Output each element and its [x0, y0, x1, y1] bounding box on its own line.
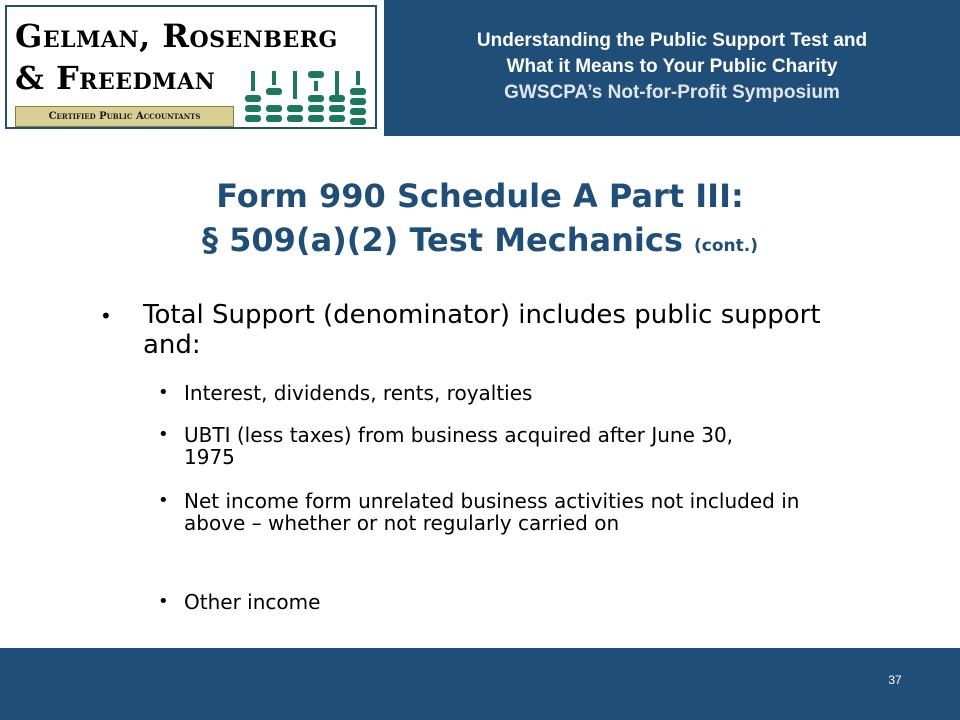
sub-bullet-text: Other income — [184, 590, 321, 614]
slide-title-line1: Form 990 Schedule A Part III: — [216, 177, 744, 215]
bullet-dot: • — [158, 424, 169, 445]
slide-title-suffix: (cont.) — [694, 236, 758, 256]
slide-title — [0, 174, 960, 268]
header-subtitle: GWSCPA’s Not-for-Profit Symposium — [504, 82, 840, 103]
sub-bullet-text: Interest, dividends, rents, royalties — [184, 381, 533, 405]
logo-tagline: Certified Public Accountants — [15, 106, 234, 127]
header-title-line1: Understanding the Public Support Test and — [476, 30, 868, 51]
bullet-dot: • — [158, 382, 169, 403]
slide-title-line2-text: § 509(a)(2) Test Mechanics — [202, 221, 683, 259]
page-number: 37 — [888, 673, 902, 687]
slide-title-line2 — [0, 218, 960, 268]
presentation-header — [384, 28, 960, 106]
firm-logo — [0, 0, 384, 136]
logo-name-line2: & Freedman — [15, 59, 216, 97]
bullet-text: Total Support (denominator) includes public support and: — [143, 300, 821, 360]
sub-bullet-text: UBTI (less taxes) from business acquired after June 30, 1975 — [184, 423, 734, 469]
footer-bar — [0, 648, 960, 720]
header-title-line2: What it Means to Your Public Charity — [506, 56, 838, 77]
sub-bullet-text: Net income form unrelated business activities not included in above – whether or not regularly carried on — [184, 489, 800, 535]
bullet-dot: • — [100, 304, 112, 328]
bullet-dot: • — [158, 591, 169, 612]
logo-frame — [5, 5, 377, 129]
logo-name-line1: Gelman, Rosenberg — [15, 17, 338, 55]
abacus-icon — [245, 69, 375, 129]
bullet-dot: • — [158, 490, 169, 511]
